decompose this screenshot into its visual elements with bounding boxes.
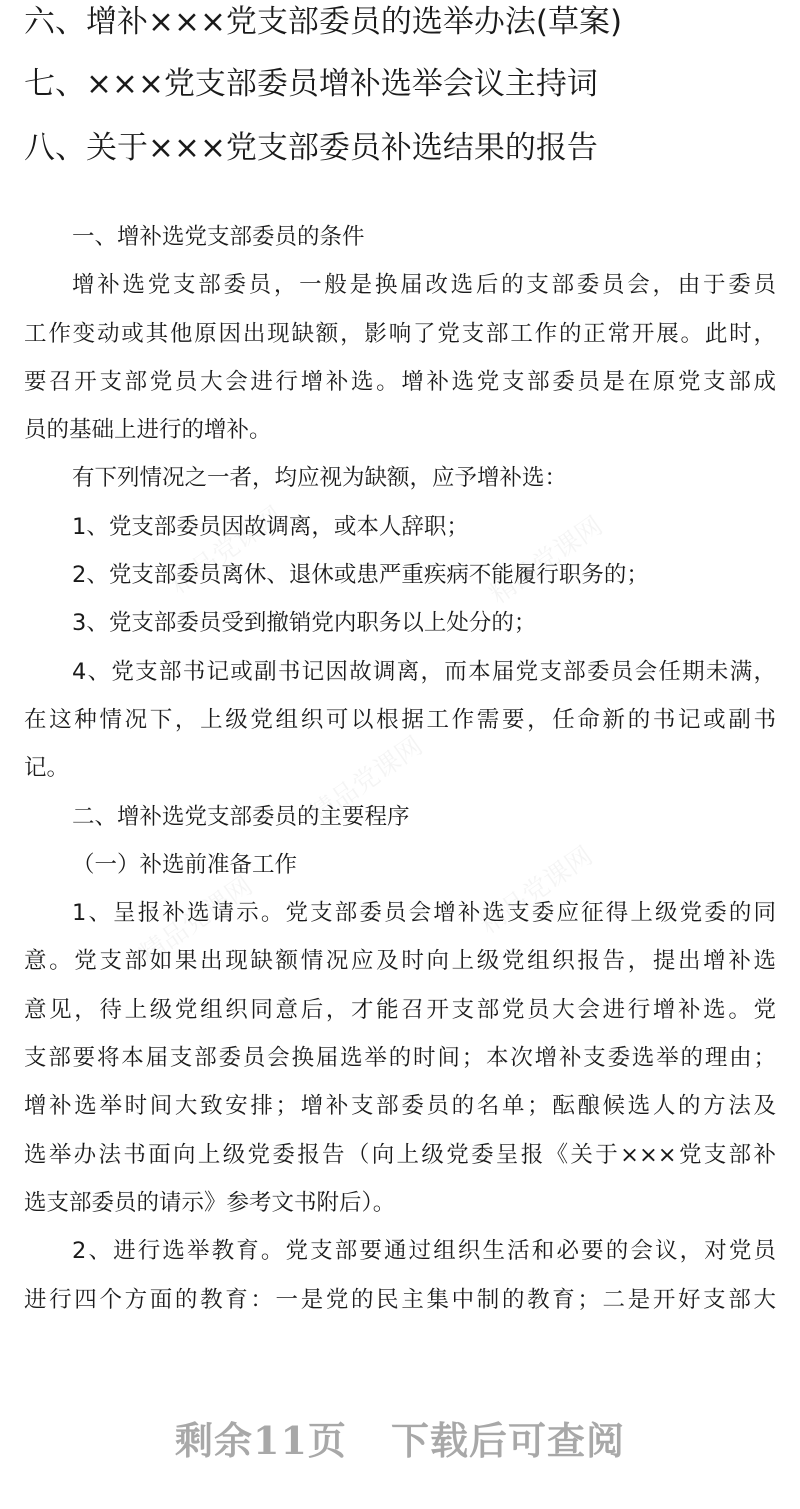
text-line: 1、呈报补选请示。党支部委员会增补选支委应征得上级党委的同 (72, 900, 776, 927)
download-prompt[interactable] (0, 1410, 800, 1465)
text-line: 意见，待上级党组织同意后，才能召开支部党员大会进行增补选。党 (24, 996, 776, 1023)
text-line: 2、进行选举教育。党支部要通过组织生活和必要的会议，对党员 (72, 1238, 776, 1265)
text-line: 选支部委员的请示》参考文书附后）。 (24, 1189, 396, 1216)
download-to-view-text: 下载后可查阅 (390, 1418, 625, 1463)
text-line: 一、增补选党支部委员的条件 (72, 224, 365, 250)
text-line: 在这种情况下，上级党组织可以根据工作需要，任命新的书记或副书 (24, 706, 776, 733)
text-line: 员的基础上进行的增补。 (24, 417, 272, 444)
text-line: 增补选举时间大致安排；增补支部委员的名单；酝酿候选人的方法及 (24, 1093, 776, 1120)
remaining-pages-text: 剩余11页 (175, 1418, 347, 1463)
section-heading-8: 八、关于×××党支部委员补选结果的报告 (24, 130, 598, 166)
text-line: 3、党支部委员受到撤销党内职务以上处分的； (72, 610, 537, 637)
text-line: 记。 (24, 755, 70, 782)
text-line: 增补选党支部委员，一般是换届改选后的支部委员会，由于委员 (72, 272, 776, 299)
text-line: 工作变动或其他原因出现缺额，影响了党支部工作的正常开展。此时， (24, 320, 776, 347)
text-line: 有下列情况之一者，均应视为缺额，应予增补选： (72, 465, 568, 492)
text-line: 意。党支部如果出现缺额情况应及时向上级党组织报告，提出增补选 (24, 948, 776, 975)
text-line: 1、党支部委员因故调离，或本人辞职； (72, 513, 469, 540)
text-line: （一）补选前准备工作 (72, 851, 298, 878)
text-line: 二、增补选党支部委员的主要程序 (72, 803, 410, 830)
section-heading-7: 七、×××党支部委员增补选举会议主持词 (24, 66, 598, 102)
section-heading-6: 六、增补×××党支部委员的选举办法(草案) (24, 4, 623, 40)
document-body (24, 217, 776, 1328)
text-line: 4、党支部书记或副书记因故调离，而本届党支部委员会任期未满， (72, 658, 776, 685)
text-line: 2、党支部委员离休、退休或患严重疾病不能履行职务的； (72, 562, 649, 589)
text-line: 进行四个方面的教育：一是党的民主集中制的教育；二是开好支部大 (24, 1286, 776, 1313)
text-line: 支部要将本届支部委员会换届选举的时间；本次增补支委选举的理由； (24, 1045, 776, 1072)
text-line: 选举办法书面向上级党委报告（向上级党委呈报《关于×××党支部补 (24, 1141, 776, 1168)
text-line: 要召开支部党员大会进行增补选。增补选党支部委员是在原党支部成 (24, 368, 776, 395)
